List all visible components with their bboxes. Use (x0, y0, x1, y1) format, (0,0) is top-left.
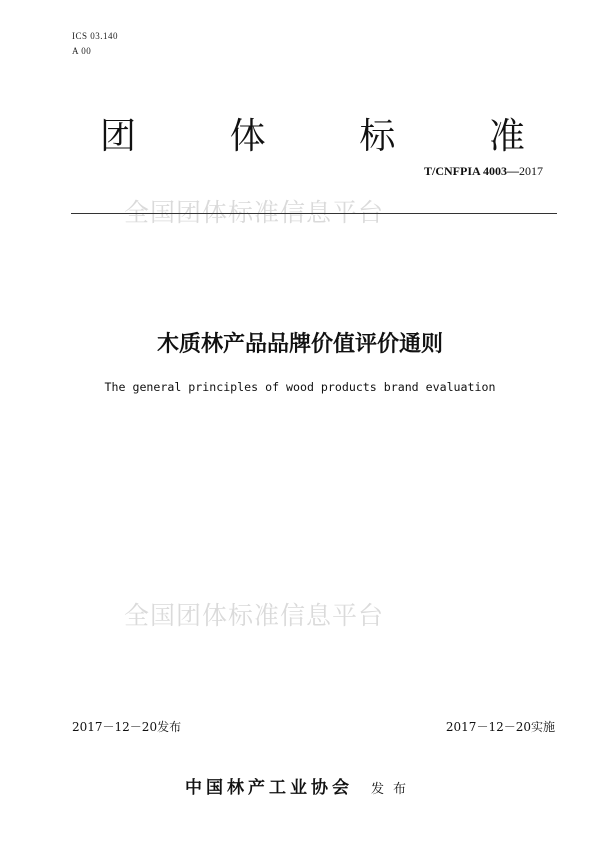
standard-type-char: 标 (359, 116, 396, 157)
standard-number-prefix: T/CNFPIA 4003— (423, 164, 519, 178)
publish-label: 发布 (370, 782, 415, 797)
standard-number-year: 2017 (519, 164, 543, 178)
standard-type-char: 团 (100, 116, 137, 157)
standard-number (424, 164, 543, 179)
document-title-chinese: 木质林产品品牌价值评价通则 (156, 332, 443, 357)
watermark: 全国团体标准信息平台 (124, 198, 385, 227)
ccs-code: A 00 (72, 46, 92, 56)
standard-type-char: 体 (229, 116, 266, 157)
document-title-english: The general principles of wood products brand evaluation (104, 380, 496, 394)
issuer-name: 中国林产工业协会 (184, 778, 353, 798)
watermark: 全国团体标准信息平台 (124, 601, 385, 630)
issue-date: 2017－12－20发布 (72, 720, 182, 734)
issuer-line (0, 773, 600, 798)
ics-code: ICS 03.140 (72, 31, 119, 41)
implementation-date: 2017－12－20实施 (445, 720, 555, 734)
standard-type-heading (100, 108, 525, 159)
standard-type-char: 准 (488, 116, 525, 157)
header-divider (71, 213, 557, 214)
